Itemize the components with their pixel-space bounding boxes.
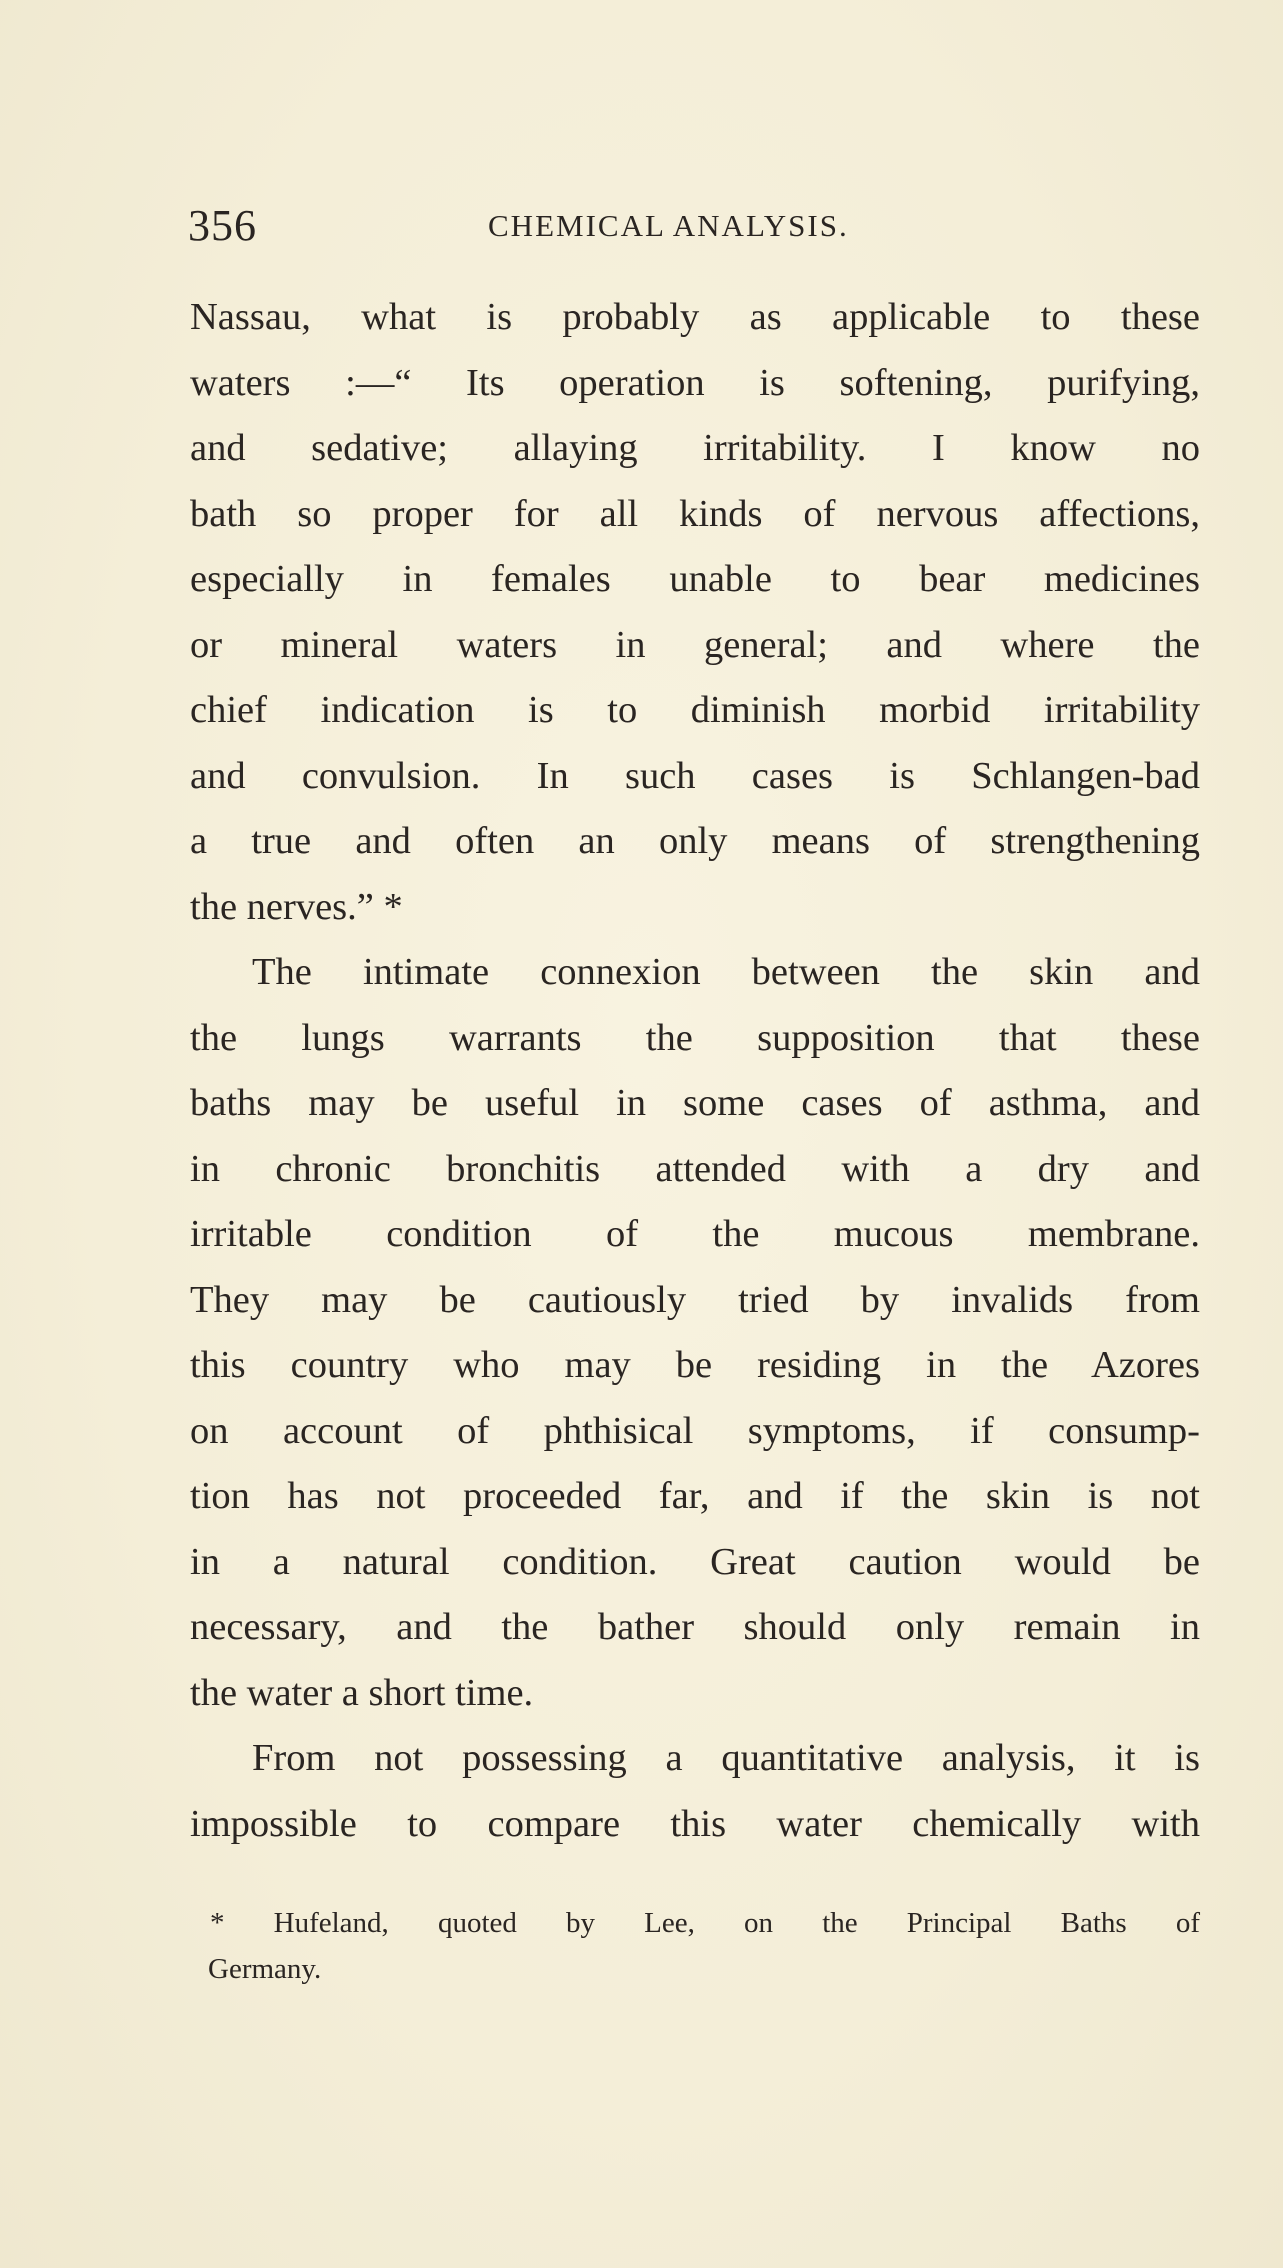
text-line: in a natural condition. Great caution would be [190,1540,1200,1583]
paragraph-first-line: The intimate connexion between the skin and [252,951,1200,993]
text-line: necessary, and the bather should only remain in [190,1606,1200,1648]
text-line: bath so proper for all kinds of nervous affections, [190,492,1200,535]
text-line: the nerves.” * [190,885,403,928]
text-line: irritable condition of the mucous membrane. [190,1213,1200,1255]
text-line: especially in females unable to bear medicines [190,558,1200,600]
running-title: CHEMICAL ANALYSIS. [488,208,849,243]
text-line: this country who may be residing in the Azores [190,1344,1200,1386]
text-line: chief indication is to diminish morbid irritability [190,689,1200,731]
text-line: or mineral waters in general; and where the [190,623,1200,666]
text-line: in chronic bronchitis attended with a dry and [190,1147,1200,1190]
footnote-line: * Hufeland, quoted by Lee, on the Principal Baths of [210,1907,1200,1939]
text-line: and convulsion. In such cases is Schlangen-bad [190,754,1200,797]
footnote [210,1900,1200,1992]
text-line: and sedative; allaying irritability. I know no [190,427,1200,469]
page-number: 356 [188,201,257,250]
footnote-line: Germany. [208,1953,322,1985]
running-head [188,200,1198,260]
text-line: baths may be useful in some cases of asthma, and [190,1082,1200,1124]
text-line: on account of phthisical symptoms, if consump- [190,1409,1200,1452]
text-line: a true and often an only means of strengthening [190,820,1200,862]
text-line: tion has not proceeded far, and if the skin is not [190,1475,1200,1517]
text-line: waters :—“ Its operation is softening, purifying, [190,361,1200,404]
text-line: impossible to compare this water chemically with [190,1802,1200,1845]
text-line: the water a short time. [190,1671,534,1714]
text-line: They may be cautiously tried by invalids from [190,1278,1200,1321]
body-text [190,285,1200,1857]
text-line: Nassau, what is probably as applicable to these [190,296,1200,338]
text-line: the lungs warrants the supposition that these [190,1016,1200,1059]
paragraph-first-line: From not possessing a quantitative analysis, it is [252,1737,1200,1779]
